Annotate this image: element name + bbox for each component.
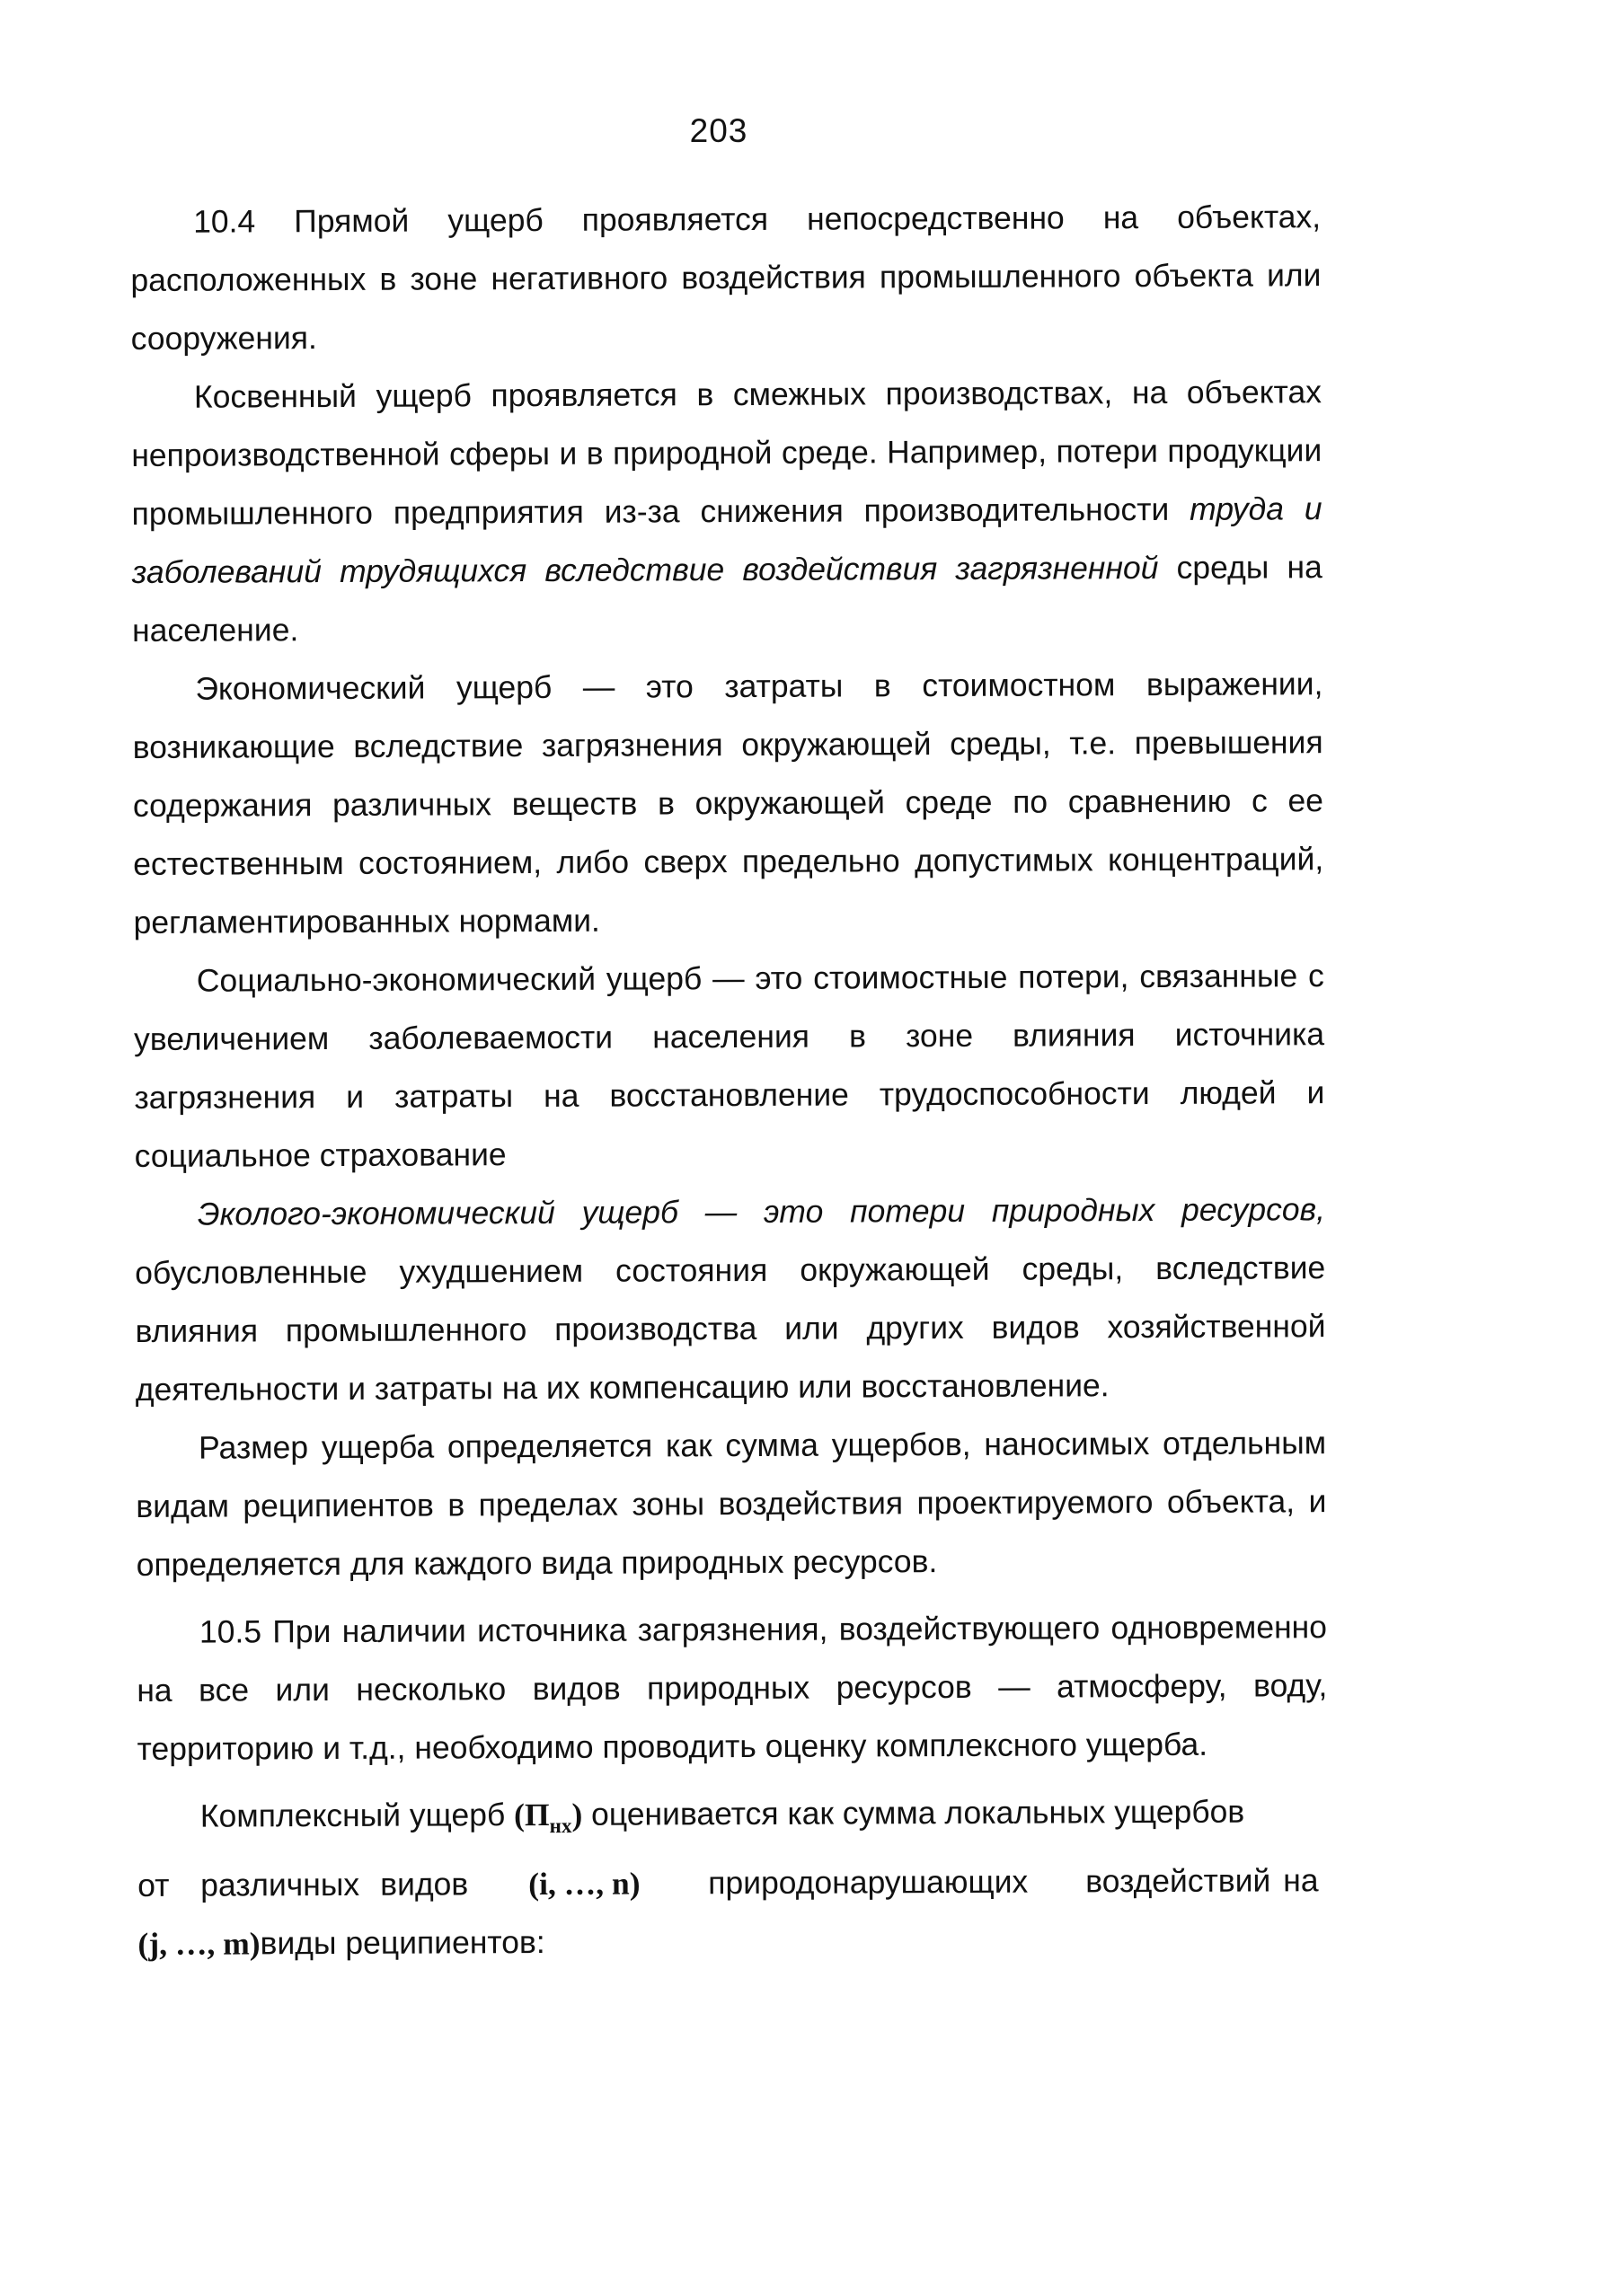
word-kinds: видов — [380, 1866, 469, 1903]
formula-line-3 — [137, 1910, 1328, 1974]
word-from: от — [137, 1867, 170, 1904]
paragraph-text: среды на население. — [132, 549, 1322, 649]
italic-fragment: Эколого-экономический ущерб — это потери природных ресурсов, — [197, 1191, 1326, 1232]
paragraph-indirect-damage — [131, 363, 1322, 660]
paragraph-eco-economic-damage — [135, 1180, 1326, 1419]
word-on: на — [1283, 1862, 1319, 1899]
word-various: различных — [200, 1866, 360, 1903]
paragraph-socio-economic-damage: Социально-экономический ущерб — это стоимостные потери, связанные с увеличением заболеваемости населения в зоне влияния источника загрязнения и затраты на восстановление трудоспособности людей и социальное страхование — [134, 958, 1325, 1174]
paragraph-text: Косвенный ущерб проявляется в смежных производствах, на объектах непроизводственной сферы и в природной среде. Например, потери продукции промышленного предприятия из-за снижения производительности — [131, 374, 1322, 532]
paragraph-text: оценивается как сумма локальных ущербов — [582, 1793, 1245, 1832]
paragraph-10-4: 10.4 Прямой ущерб проявляется непосредственно на объектах, расположенных в зоне негативного воздействия промышленного объекта или сооружения. — [130, 199, 1322, 357]
page-number: 203 — [689, 112, 748, 149]
paragraph-text: виды реципиентов: — [260, 1924, 545, 1962]
formula-symbol: $(П_{нх})$ — [514, 1796, 583, 1838]
formula-line-2 — [137, 1851, 1328, 1915]
word-nature-disturbing: природонарушающих — [708, 1863, 1029, 1902]
range-i-n: (i, …, n) — [528, 1865, 641, 1903]
paragraph-complex-damage — [137, 1782, 1328, 1857]
word-impacts: воздействий — [1085, 1862, 1271, 1900]
range-j-m: (j, …, m) — [137, 1925, 261, 1963]
body-text — [130, 188, 1329, 1974]
italic-fragment: труда и заболеваний трудящихся вследствие воздействия загрязненной — [131, 490, 1322, 590]
paragraph-damage-size: Размер ущерба определяется как сумма ущербов, наносимых отдельным видам реципиентов в пределах зоны воздействия проектируемого объекта, и определяется для каждого вида природных ресурсов. — [136, 1425, 1327, 1583]
paragraph-text: Комплексный ущерб — [199, 1797, 515, 1834]
paragraph-economic-damage: Экономический ущерб — это затраты в стоимостном выражении, возникающие вследствие загрязнения окружающей среды, т.е. превышения содержания различных веществ в окружающей среде по сравнению с ее естественным состоянием, либо сверх предельно допустимых концентраций, регламентированных нормами. — [132, 666, 1324, 940]
paragraph-text: обусловленные ухудшением состояния окружающей среды, вследствие влияния промышленного производства или других видов хозяйственной деятельности и затраты на их компенсацию или восстановление. — [135, 1250, 1326, 1408]
paragraph-10-5: 10.5 При наличии источника загрязнения, воздействующего одновременно на все или несколько видов природных ресурсов — атмосферу, воду, территорию и т.д., необходимо проводить оценку комплексного ущерба. — [137, 1609, 1328, 1767]
